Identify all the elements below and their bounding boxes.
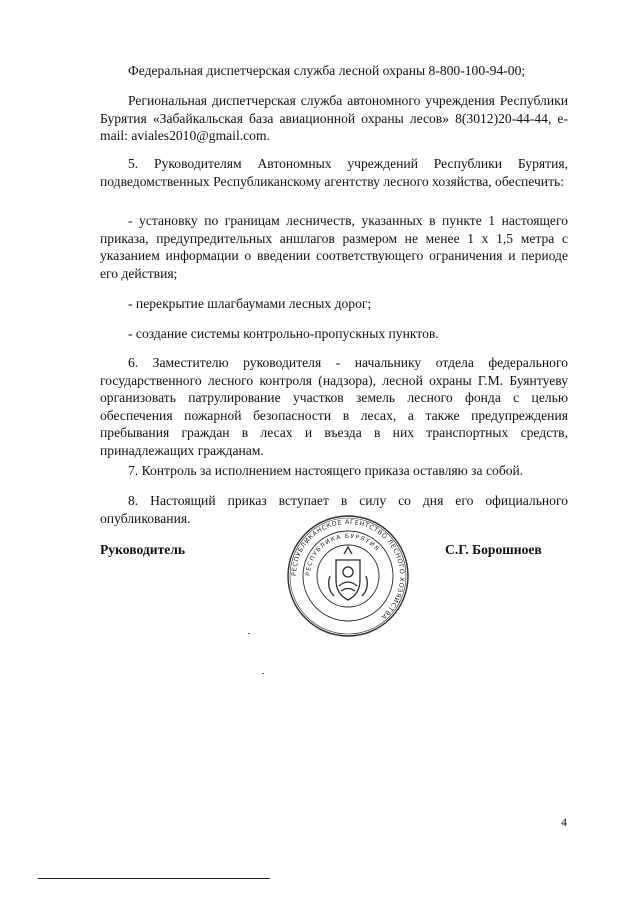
signer-name: С.Г. Борошноев	[445, 542, 542, 557]
paragraph-item-5: 5. Руководителям Автономных учреждений Республики Бурятия, подведомственных Республиканскому агентству лесного хозяйства, обеспечить:	[100, 156, 568, 189]
seal-inner-text: РЕСПУБЛИКА БУРЯТИЯ	[304, 532, 381, 577]
paragraph-signs-installation: - установку по границам лесничеств, указанных в пункте 1 настоящего приказа, предупредительных аншлагов размером не менее 1 х 1,5 метра с указанием информации о введении соответствующего ограничения и периоде его действия;	[100, 213, 568, 281]
signature-title: Руководитель	[100, 542, 186, 557]
paragraph-item-6: 6. Заместителю руководителя - начальнику отдела федерального государственного лесного контроля (надзора), лесной охраны Г.М. Буянтуеву организовать патрулирование участков земель лесного фонда с целью обеспечения пожарной безопасности в лесах, а также предупреждения пребывания граждан в лесах и въезда в них транспортных средств, принадлежащих гражданам.	[100, 355, 568, 458]
paragraph-item-7: 7. Контроль за исполнением настоящего приказа оставляю за собой.	[128, 463, 524, 478]
paragraph-checkpoints: - создание системы контрольно-пропускных пунктов.	[128, 326, 439, 341]
paragraph-federal-dispatch: Федеральная диспетчерская служба лесной охраны 8-800-100-94-00;	[128, 63, 526, 78]
page-number: 4	[561, 815, 567, 829]
footer-divider	[38, 878, 270, 879]
seal-emblem-icon	[329, 547, 368, 600]
paragraph-barriers: - перекрытие шлагбаумами лесных дорог;	[128, 296, 372, 311]
official-seal	[286, 514, 410, 638]
paragraph-regional-dispatch: Региональная диспетчерская служба автономного учреждения Республики Бурятия «Забайкальская база авиационной охраны лесов» 8(3012)20-44-44, e-mail: aviales2010@gmail.com.	[100, 93, 568, 144]
scan-speck	[248, 633, 250, 634]
paragraph-item-8: 8. Настоящий приказ вступает в силу со дня его официального опубликования.	[100, 493, 568, 526]
scan-speck	[262, 673, 264, 674]
seal-outer-text: РЕСПУБЛИКАНСКОЕ АГЕНТСТВО ЛЕСНОГО ХОЗЯЙСТВА	[289, 517, 407, 622]
